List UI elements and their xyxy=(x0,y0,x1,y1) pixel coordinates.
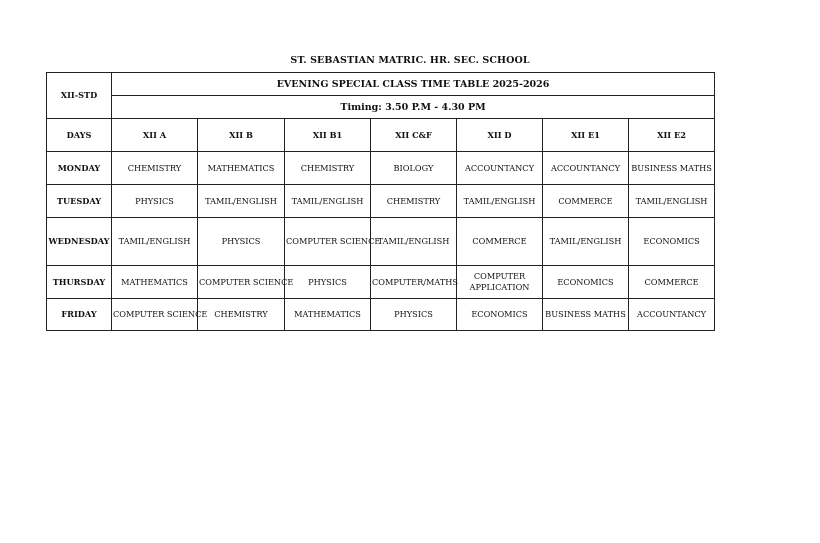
section-header: XII E1 xyxy=(543,119,629,152)
subject-cell: PHYSICS xyxy=(371,299,457,331)
subject-cell: TAMIL/ENGLISH xyxy=(285,185,371,218)
day-label: THURSDAY xyxy=(47,266,112,299)
subject-cell: TAMIL/ENGLISH xyxy=(112,218,198,266)
subject-cell: ACCOUNTANCY xyxy=(629,299,715,331)
subject-cell: ACCOUNTANCY xyxy=(457,152,543,185)
subject-cell: TAMIL/ENGLISH xyxy=(371,218,457,266)
section-header: XII B1 xyxy=(285,119,371,152)
subject-cell: TAMIL/ENGLISH xyxy=(457,185,543,218)
subject-cell: ACCOUNTANCY xyxy=(543,152,629,185)
school-name: ST. SEBASTIAN MATRIC. HR. SEC. SCHOOL xyxy=(290,55,530,66)
day-label: WEDNESDAY xyxy=(47,218,112,266)
table-row xyxy=(47,299,715,331)
subject-cell: PHYSICS xyxy=(285,266,371,299)
subject-cell: COMPUTER SCIENCE xyxy=(285,218,371,266)
subject-cell: COMMERCE xyxy=(457,218,543,266)
section-header: XII B xyxy=(198,119,285,152)
subject-cell: TAMIL/ENGLISH xyxy=(198,185,285,218)
subject-cell: ECONOMICS xyxy=(543,266,629,299)
table-row xyxy=(47,185,715,218)
subject-cell: CHEMISTRY xyxy=(371,185,457,218)
timetable xyxy=(46,72,715,331)
table-row xyxy=(47,152,715,185)
day-label: MONDAY xyxy=(47,152,112,185)
day-label: TUESDAY xyxy=(47,185,112,218)
table-row xyxy=(47,266,715,299)
subject-cell: COMMERCE xyxy=(543,185,629,218)
timing: Timing: 3.50 P.M - 4.30 PM xyxy=(112,96,715,119)
subject-cell: COMPUTER APPLICATION xyxy=(457,266,543,299)
section-header: XII D xyxy=(457,119,543,152)
table-row xyxy=(47,218,715,266)
subject-cell: TAMIL/ENGLISH xyxy=(543,218,629,266)
subject-cell: MATHEMATICS xyxy=(198,152,285,185)
day-label: FRIDAY xyxy=(47,299,112,331)
subject-cell: COMPUTER SCIENCE xyxy=(112,299,198,331)
section-header: XII A xyxy=(112,119,198,152)
table-title: EVENING SPECIAL CLASS TIME TABLE 2025-2026 xyxy=(112,73,715,96)
subject-cell: COMPUTER/MATHS xyxy=(371,266,457,299)
subject-cell: BUSINESS MATHS xyxy=(543,299,629,331)
standard-label: XII-STD xyxy=(47,73,112,119)
subject-cell: BUSINESS MATHS xyxy=(629,152,715,185)
subject-cell: COMPUTER SCIENCE xyxy=(198,266,285,299)
subject-cell: BIOLOGY xyxy=(371,152,457,185)
subject-cell: MATHEMATICS xyxy=(112,266,198,299)
subject-cell: ECONOMICS xyxy=(629,218,715,266)
subject-cell: PHYSICS xyxy=(198,218,285,266)
subject-cell: CHEMISTRY xyxy=(198,299,285,331)
subject-cell: MATHEMATICS xyxy=(285,299,371,331)
subject-cell: TAMIL/ENGLISH xyxy=(629,185,715,218)
subject-cell: COMMERCE xyxy=(629,266,715,299)
subject-cell: ECONOMICS xyxy=(457,299,543,331)
days-header: DAYS xyxy=(47,119,112,152)
section-header: XII E2 xyxy=(629,119,715,152)
subject-cell: CHEMISTRY xyxy=(285,152,371,185)
subject-cell: PHYSICS xyxy=(112,185,198,218)
subject-cell: CHEMISTRY xyxy=(112,152,198,185)
section-header: XII C&F xyxy=(371,119,457,152)
